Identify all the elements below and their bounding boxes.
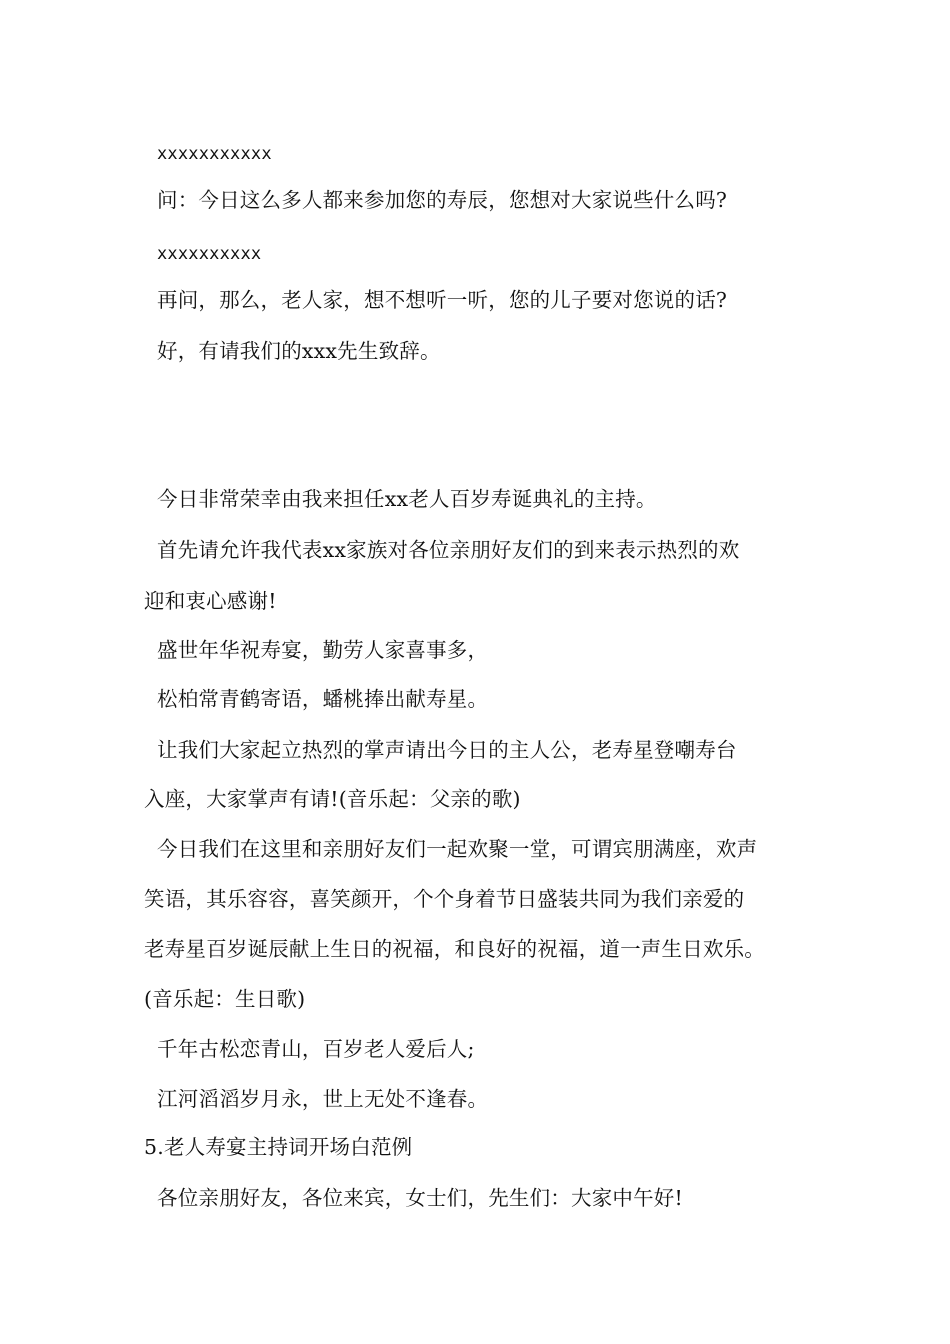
poem-line: 松柏常青鹤寄语，蟠桃捧出献寿星。	[157, 687, 489, 711]
paragraph-line: 今日非常荣幸由我来担任xx老人百岁寿诞典礼的主持。	[157, 487, 657, 511]
poem-line: 盛世年华祝寿宴，勤劳人家喜事多，	[157, 638, 489, 662]
music-cue-line: (音乐起：生日歌)	[144, 987, 306, 1011]
paragraph-line: 首先请允许我代表xx家族对各位亲朋好友们的到来表示热烈的欢	[157, 538, 740, 562]
paragraph-line: 让我们大家起立热烈的掌声请出今日的主人公，老寿星登嘲寿台	[157, 738, 737, 762]
invitation-line: 好，有请我们的xxx先生致辞。	[157, 339, 441, 363]
paragraph-line: 入座，大家掌声有请!(音乐起：父亲的歌)	[144, 787, 521, 811]
paragraph-line: 老寿星百岁诞辰献上生日的祝福，和良好的祝福，道一声生日欢乐。	[144, 937, 765, 961]
question-line: 问：今日这么多人都来参加您的寿辰，您想对大家说些什么吗?	[157, 188, 728, 212]
second-question-line: 再问，那么，老人家，想不想听一听，您的儿子要对您说的话?	[157, 288, 728, 312]
paragraph-line: 今日我们在这里和亲朋好友们一起欢聚一堂，可谓宾朋满座，欢声	[157, 837, 758, 861]
placeholder-answer-2: xxxxxxxxxx	[157, 244, 262, 264]
greeting-line: 各位亲朋好友，各位来宾，女士们，先生们：大家中午好!	[157, 1186, 683, 1210]
poem-line: 千年古松恋青山，百岁老人爱后人;	[157, 1037, 475, 1061]
poem-line: 江河滔滔岁月永，世上无处不逢春。	[157, 1087, 489, 1111]
paragraph-line: 迎和衷心感谢!	[144, 589, 277, 613]
paragraph-line: 笑语，其乐容容，喜笑颜开，个个身着节日盛装共同为我们亲爱的	[144, 887, 745, 911]
section-heading: 5.老人寿宴主持词开场白范例	[144, 1135, 413, 1159]
placeholder-answer-1: xxxxxxxxxxx	[157, 144, 272, 164]
